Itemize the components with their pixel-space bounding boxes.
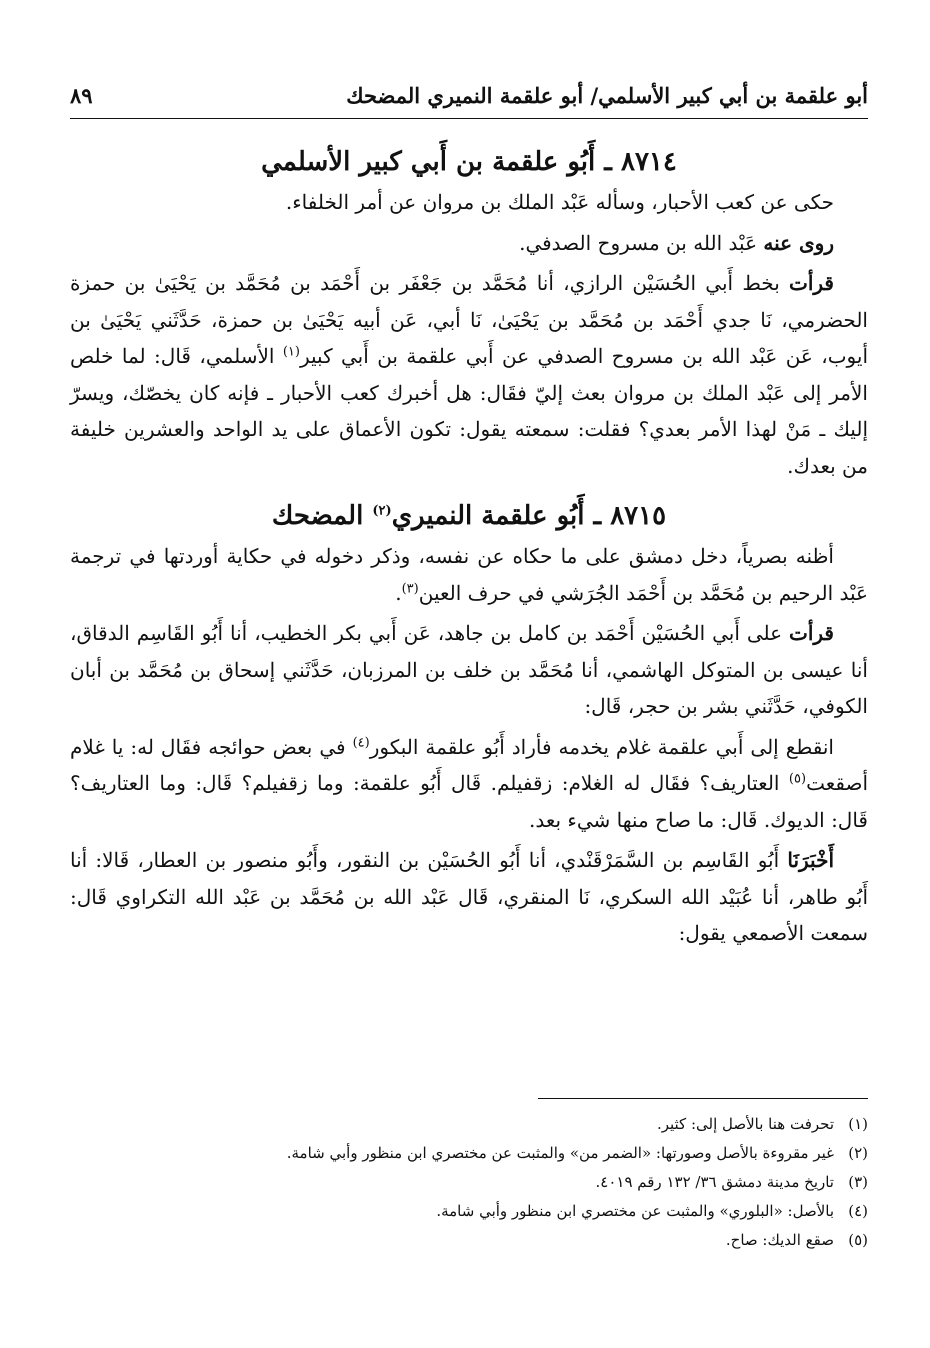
footnote-number: (٣)	[848, 1173, 868, 1191]
footnotes	[70, 1110, 868, 1255]
entry-title-8714: ٨٧١٤ ـ أَبُو علقمة بن أَبي كبير الأسلمي	[261, 147, 677, 177]
paragraph-lead: قرأت	[789, 621, 834, 645]
entry-title-8715	[70, 494, 868, 538]
footnote-3	[70, 1168, 868, 1197]
paragraph-text-continued: .	[395, 580, 402, 605]
paragraph-text: عَبْد الله بن مسروح الصدفي.	[519, 230, 764, 255]
running-header	[70, 78, 868, 112]
header-rule	[70, 118, 868, 119]
footnote-ref-3[interactable]: (٣)	[401, 580, 419, 596]
footnote-4	[70, 1197, 868, 1226]
paragraph-text: أظنه بصرياً، دخل دمشق على ما حكاه عن نفسه، وذكر دخوله في حكاية أوردتها في ترجمة عَبْد الرحيم بن مُحَمَّد بن أَحْمَد الجُرَشي في حرف العين	[70, 544, 868, 605]
paragraph-lead: قرأت	[789, 271, 834, 295]
entry-8715-paragraph-1	[70, 538, 868, 611]
footnote-text: صقع الديك: صاح.	[725, 1231, 834, 1249]
paragraph-text: بخط أَبي الحُسَيْن الرازي، أنا مُحَمَّد بن جَعْفَر بن أَحْمَد بن مُحَمَّد بن يَحْيَىٰ بن حمزة الحضرمي، نَا جدي أَحْمَد بن مُحَمَّد بن يَحْيَىٰ، نَا أبي، عَن أبيه يَحْيَىٰ بن حمزة، حَدَّثَني يَحْيَىٰ بن أيوب، عَن عَبْد الله بن مسروح الصدفي عن أَبي علقمة بن أَبي كبير	[70, 271, 869, 368]
footnote-text: غير مقروءة بالأصل وصورتها: «الضمر من» والمثبت عن مختصري ابن منظور وأبي شامة.	[286, 1144, 834, 1162]
entry-8714-paragraph-2	[70, 225, 868, 262]
footnote-ref-1[interactable]: (١)	[282, 344, 300, 360]
running-title: أبو علقمة بن أبي كبير الأسلمي/ أبو علقمة النميري المضحك	[346, 82, 868, 108]
paragraph-text-continued-2: العتاريف؟ فقَال له الغلام: زقفيلم. قَال أَبُو علقمة: وما زقفيلم؟ قَال: وما العتاريف؟ قَال: الديوك. قَال: ما صاح منها شيء بعد.	[70, 771, 868, 832]
entry-8714-paragraph-1	[70, 184, 868, 221]
paragraph-lead: أَخْبَرَنَا	[787, 848, 834, 872]
footnote-number: (٤)	[848, 1202, 868, 1220]
footnote-ref-5[interactable]: (٥)	[788, 771, 807, 787]
footnote-ref-4[interactable]: (٤)	[352, 734, 370, 750]
footnote-text: بالأصل: «البلوري» والمثبت عن مختصري ابن منظور وأبي شامة.	[436, 1202, 834, 1220]
paragraph-text: حكى عن كعب الأحبار، وسأله عَبْد الملك بن مروان عن أمر الخلفاء.	[285, 190, 834, 214]
footnote-1	[70, 1110, 868, 1139]
paragraph-text: انقطع إلى أَبي علقمة غلام يخدمه فأراد أَبُو علقمة البكور	[369, 734, 834, 759]
paragraph-text-continued: الأسلمي، قَال: لما خلص الأمر إلى عَبْد الملك بن مروان بعث إليّ فقَال: هل أخبرك كعب الأحبار ـ فإنه كان يخصّك، ويسرّ إليك ـ مَنْ لهذا الأمر بعدي؟ فقلت: سمعته يقول: تكون الأعماق على يد الواحد والعشرين خليفة من بعدك.	[70, 344, 868, 478]
footnote-rule	[538, 1098, 868, 1099]
page-number: ٨٩	[70, 82, 93, 108]
entry-8715-paragraph-2	[70, 615, 868, 725]
footnote-number: (٢)	[848, 1144, 868, 1162]
paragraph-text-continued: في بعض حوائجه فقَال له: يا غلام أصقعت	[70, 734, 869, 795]
main-text	[70, 140, 868, 952]
entry-8714-paragraph-3	[70, 265, 868, 484]
footnote-2	[70, 1139, 868, 1168]
footnote-5	[70, 1226, 868, 1255]
footnote-number: (١)	[848, 1115, 868, 1133]
paragraph-lead: روى عنه	[763, 230, 834, 255]
entry-8715-paragraph-3	[70, 729, 868, 839]
footnote-number: (٥)	[848, 1231, 868, 1249]
footnote-text: تحرفت هنا بالأصل إلى: كثير.	[656, 1115, 834, 1133]
book-page	[70, 0, 868, 1348]
entry-8715-paragraph-4	[70, 842, 868, 952]
entry-title-part1: ٨٧١٥ ـ أَبُو علقمة النميري	[391, 501, 667, 531]
paragraph-text: أَبُو القَاسِم بن السَّمَرْقَنْدي، أنا أَبُو الحُسَيْن بن النقور، وأَبُو منصور بن العطار، قَالا: أنا أَبُو طاهر، أنا عُبَيْد الله السكري، نَا المنقري، قَال عَبْد الله بن مُحَمَّد بن عَبْد الله التكراوي قَال: سمعت الأصمعي يقول:	[70, 848, 868, 945]
footnote-ref-2[interactable]: (٢)	[372, 503, 392, 519]
entry-title-part2: المضحك	[271, 501, 373, 531]
footnote-text: تاريخ مدينة دمشق ٣٦/ ١٣٢ رقم ٤٠١٩.	[595, 1173, 834, 1191]
paragraph-text: على أَبي الحُسَيْن أَحْمَد بن كامل بن جاهد، عَن أَبي بكر الخطيب، أنا أَبُو القَاسِم الدقاق، أنا عيسى بن المتوكل الهاشمي، أنا مُحَمَّد بن خلف بن المرزبان، حَدَّثَني إسحاق بن مُحَمَّد بن أبان الكوفي، حَدَّثَني بشر بن حجر، قَال:	[70, 621, 868, 718]
